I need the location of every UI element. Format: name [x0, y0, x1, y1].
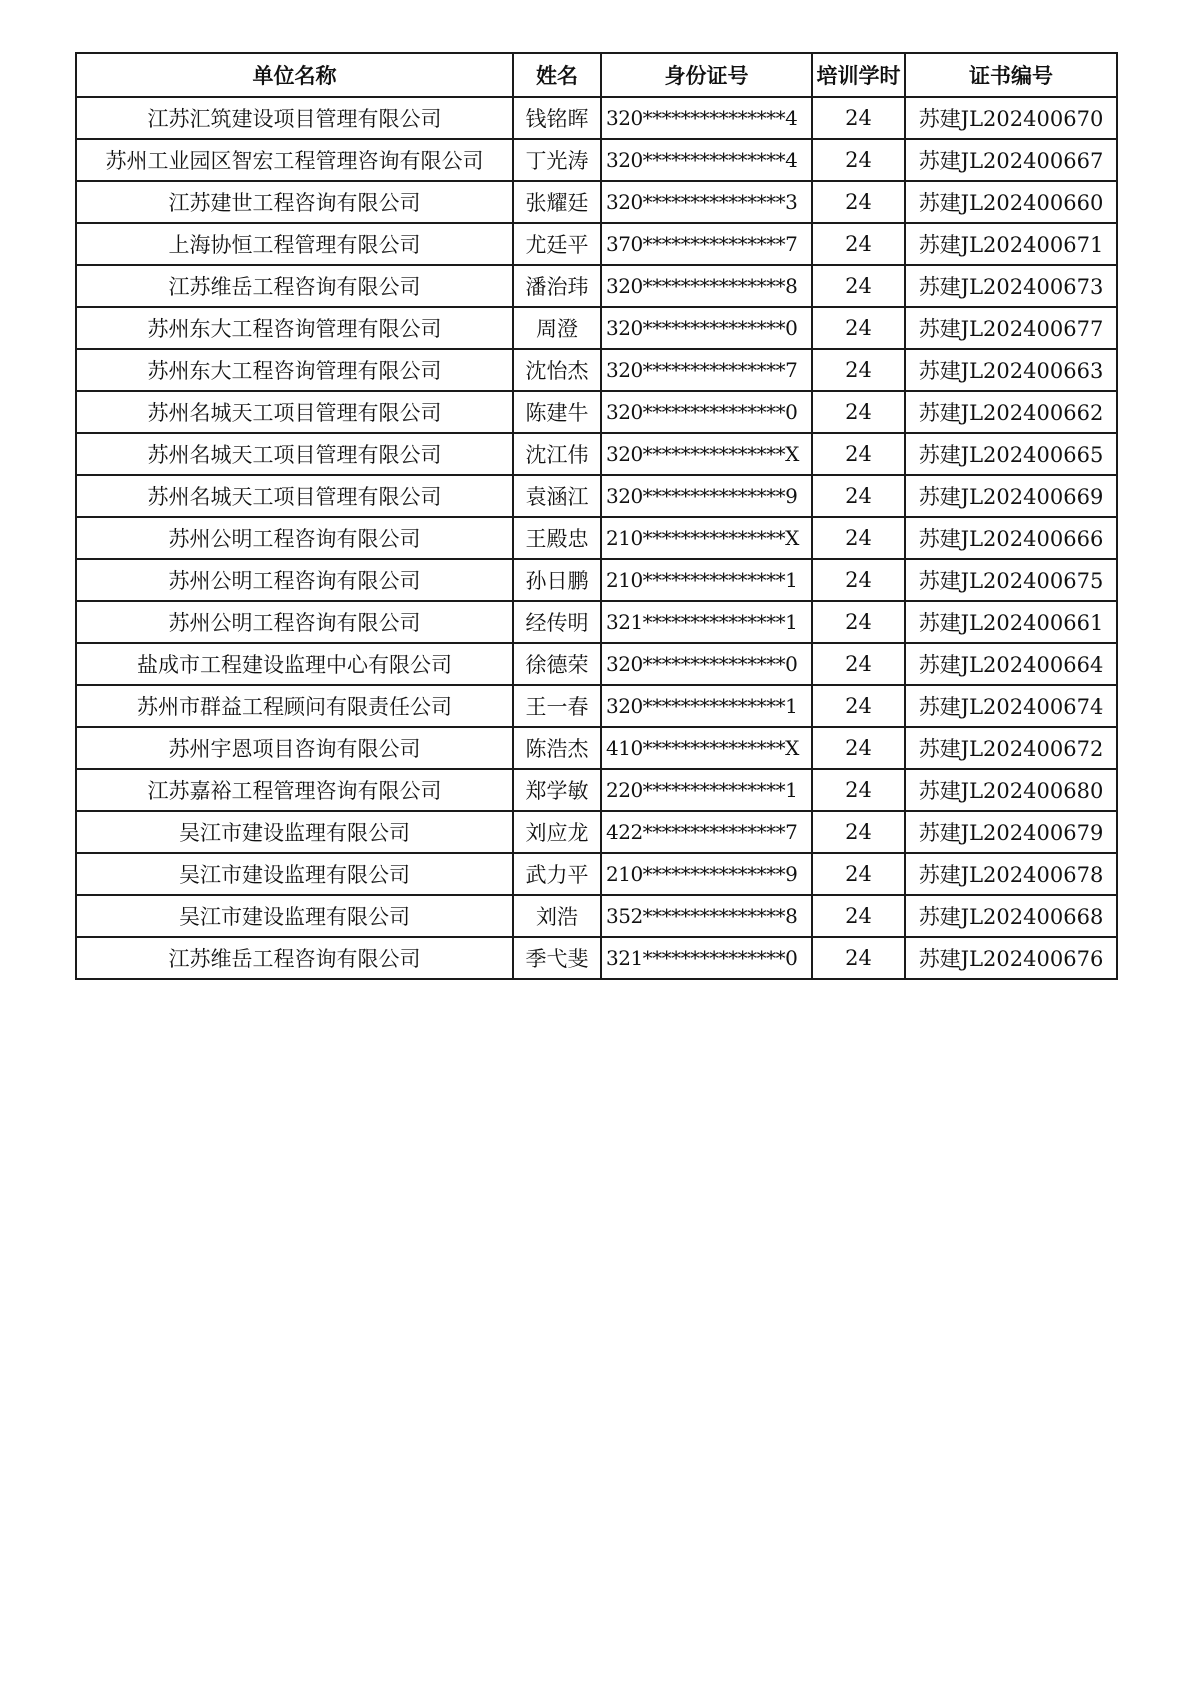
table-row — [76, 727, 1117, 769]
table-row — [76, 223, 1117, 265]
name-cell: 潘治玮 — [513, 265, 601, 307]
id-number-cell: 320***************X — [601, 433, 812, 475]
id-number-cell: 320***************9 — [601, 475, 812, 517]
table-row — [76, 181, 1117, 223]
certificate-number-cell: 苏建JL202400670 — [905, 97, 1117, 139]
header-row — [76, 53, 1117, 97]
unit-cell: 苏州名城天工项目管理有限公司 — [76, 475, 513, 517]
id-number-cell: 320***************3 — [601, 181, 812, 223]
certificate-number-cell: 苏建JL202400676 — [905, 937, 1117, 979]
name-cell: 钱铭晖 — [513, 97, 601, 139]
certificate-number-cell: 苏建JL202400673 — [905, 265, 1117, 307]
name-cell: 袁涵江 — [513, 475, 601, 517]
certificate-number-cell: 苏建JL202400663 — [905, 349, 1117, 391]
unit-cell: 上海协恒工程管理有限公司 — [76, 223, 513, 265]
certificate-number-cell: 苏建JL202400679 — [905, 811, 1117, 853]
name-cell: 张耀廷 — [513, 181, 601, 223]
training-hours-cell: 24 — [812, 223, 905, 265]
training-hours-cell: 24 — [812, 181, 905, 223]
header-unit: 单位名称 — [76, 53, 513, 97]
table-row — [76, 601, 1117, 643]
id-number-cell: 321***************0 — [601, 937, 812, 979]
training-hours-cell: 24 — [812, 853, 905, 895]
unit-cell: 苏州工业园区智宏工程管理咨询有限公司 — [76, 139, 513, 181]
unit-cell: 苏州名城天工项目管理有限公司 — [76, 433, 513, 475]
name-cell: 尤廷平 — [513, 223, 601, 265]
name-cell: 陈浩杰 — [513, 727, 601, 769]
id-number-cell: 320***************4 — [601, 97, 812, 139]
id-number-cell: 321***************1 — [601, 601, 812, 643]
table-row — [76, 391, 1117, 433]
name-cell: 武力平 — [513, 853, 601, 895]
name-cell: 刘浩 — [513, 895, 601, 937]
certificate-number-cell: 苏建JL202400660 — [905, 181, 1117, 223]
table-row — [76, 643, 1117, 685]
table-row — [76, 97, 1117, 139]
training-hours-cell: 24 — [812, 307, 905, 349]
training-hours-cell: 24 — [812, 433, 905, 475]
name-cell: 徐德荣 — [513, 643, 601, 685]
name-cell: 刘应龙 — [513, 811, 601, 853]
training-hours-cell: 24 — [812, 643, 905, 685]
training-hours-cell: 24 — [812, 517, 905, 559]
certificate-number-cell: 苏建JL202400668 — [905, 895, 1117, 937]
id-number-cell: 352***************8 — [601, 895, 812, 937]
training-hours-cell: 24 — [812, 475, 905, 517]
table-row — [76, 475, 1117, 517]
certificate-number-cell: 苏建JL202400667 — [905, 139, 1117, 181]
table-row — [76, 895, 1117, 937]
certificate-number-cell: 苏建JL202400669 — [905, 475, 1117, 517]
certificate-number-cell: 苏建JL202400662 — [905, 391, 1117, 433]
certificate-number-cell: 苏建JL202400671 — [905, 223, 1117, 265]
document-sheet — [75, 52, 1116, 980]
unit-cell: 苏州市群益工程顾问有限责任公司 — [76, 685, 513, 727]
training-hours-cell: 24 — [812, 937, 905, 979]
unit-cell: 苏州公明工程咨询有限公司 — [76, 559, 513, 601]
id-number-cell: 410***************X — [601, 727, 812, 769]
certificate-number-cell: 苏建JL202400674 — [905, 685, 1117, 727]
training-hours-cell: 24 — [812, 349, 905, 391]
name-cell: 丁光涛 — [513, 139, 601, 181]
unit-cell: 吴江市建设监理有限公司 — [76, 895, 513, 937]
unit-cell: 苏州宇恩项目咨询有限公司 — [76, 727, 513, 769]
name-cell: 沈怡杰 — [513, 349, 601, 391]
id-number-cell: 320***************0 — [601, 643, 812, 685]
id-number-cell: 422***************7 — [601, 811, 812, 853]
table-row — [76, 559, 1117, 601]
name-cell: 王一春 — [513, 685, 601, 727]
header-certificate-number: 证书编号 — [905, 53, 1117, 97]
table-row — [76, 937, 1117, 979]
name-cell: 郑学敏 — [513, 769, 601, 811]
unit-cell: 苏州东大工程咨询管理有限公司 — [76, 349, 513, 391]
id-number-cell: 320***************7 — [601, 349, 812, 391]
name-cell: 王殿忠 — [513, 517, 601, 559]
name-cell: 经传明 — [513, 601, 601, 643]
training-hours-cell: 24 — [812, 769, 905, 811]
certificate-number-cell: 苏建JL202400661 — [905, 601, 1117, 643]
name-cell: 陈建牛 — [513, 391, 601, 433]
table-row — [76, 769, 1117, 811]
unit-cell: 吴江市建设监理有限公司 — [76, 853, 513, 895]
unit-cell: 江苏汇筑建设项目管理有限公司 — [76, 97, 513, 139]
certificate-number-cell: 苏建JL202400680 — [905, 769, 1117, 811]
certificate-number-cell: 苏建JL202400666 — [905, 517, 1117, 559]
id-number-cell: 320***************0 — [601, 307, 812, 349]
table-row — [76, 349, 1117, 391]
unit-cell: 江苏嘉裕工程管理咨询有限公司 — [76, 769, 513, 811]
training-roster-table — [75, 52, 1118, 980]
unit-cell: 苏州东大工程咨询管理有限公司 — [76, 307, 513, 349]
id-number-cell: 370***************7 — [601, 223, 812, 265]
header-training-hours: 培训学时 — [812, 53, 905, 97]
id-number-cell: 210***************X — [601, 517, 812, 559]
unit-cell: 江苏维岳工程咨询有限公司 — [76, 265, 513, 307]
table-row — [76, 685, 1117, 727]
name-cell: 周澄 — [513, 307, 601, 349]
unit-cell: 江苏建世工程咨询有限公司 — [76, 181, 513, 223]
id-number-cell: 210***************9 — [601, 853, 812, 895]
certificate-number-cell: 苏建JL202400678 — [905, 853, 1117, 895]
table-row — [76, 139, 1117, 181]
certificate-number-cell: 苏建JL202400675 — [905, 559, 1117, 601]
name-cell: 季弋斐 — [513, 937, 601, 979]
header-name: 姓名 — [513, 53, 601, 97]
id-number-cell: 320***************1 — [601, 685, 812, 727]
training-hours-cell: 24 — [812, 139, 905, 181]
training-hours-cell: 24 — [812, 97, 905, 139]
name-cell: 孙日鹏 — [513, 559, 601, 601]
certificate-number-cell: 苏建JL202400664 — [905, 643, 1117, 685]
id-number-cell: 220***************1 — [601, 769, 812, 811]
certificate-number-cell: 苏建JL202400665 — [905, 433, 1117, 475]
table-row — [76, 853, 1117, 895]
training-hours-cell: 24 — [812, 895, 905, 937]
unit-cell: 吴江市建设监理有限公司 — [76, 811, 513, 853]
id-number-cell: 320***************0 — [601, 391, 812, 433]
unit-cell: 江苏维岳工程咨询有限公司 — [76, 937, 513, 979]
header-id-number: 身份证号 — [601, 53, 812, 97]
training-hours-cell: 24 — [812, 559, 905, 601]
table-row — [76, 307, 1117, 349]
table-row — [76, 265, 1117, 307]
training-hours-cell: 24 — [812, 727, 905, 769]
unit-cell: 苏州公明工程咨询有限公司 — [76, 517, 513, 559]
training-hours-cell: 24 — [812, 601, 905, 643]
training-hours-cell: 24 — [812, 391, 905, 433]
training-hours-cell: 24 — [812, 685, 905, 727]
unit-cell: 盐成市工程建设监理中心有限公司 — [76, 643, 513, 685]
training-hours-cell: 24 — [812, 811, 905, 853]
table-row — [76, 433, 1117, 475]
id-number-cell: 320***************4 — [601, 139, 812, 181]
roster-body — [76, 97, 1117, 979]
table-row — [76, 517, 1117, 559]
unit-cell: 苏州名城天工项目管理有限公司 — [76, 391, 513, 433]
training-hours-cell: 24 — [812, 265, 905, 307]
id-number-cell: 320***************8 — [601, 265, 812, 307]
certificate-number-cell: 苏建JL202400677 — [905, 307, 1117, 349]
unit-cell: 苏州公明工程咨询有限公司 — [76, 601, 513, 643]
id-number-cell: 210***************1 — [601, 559, 812, 601]
certificate-number-cell: 苏建JL202400672 — [905, 727, 1117, 769]
table-row — [76, 811, 1117, 853]
name-cell: 沈江伟 — [513, 433, 601, 475]
